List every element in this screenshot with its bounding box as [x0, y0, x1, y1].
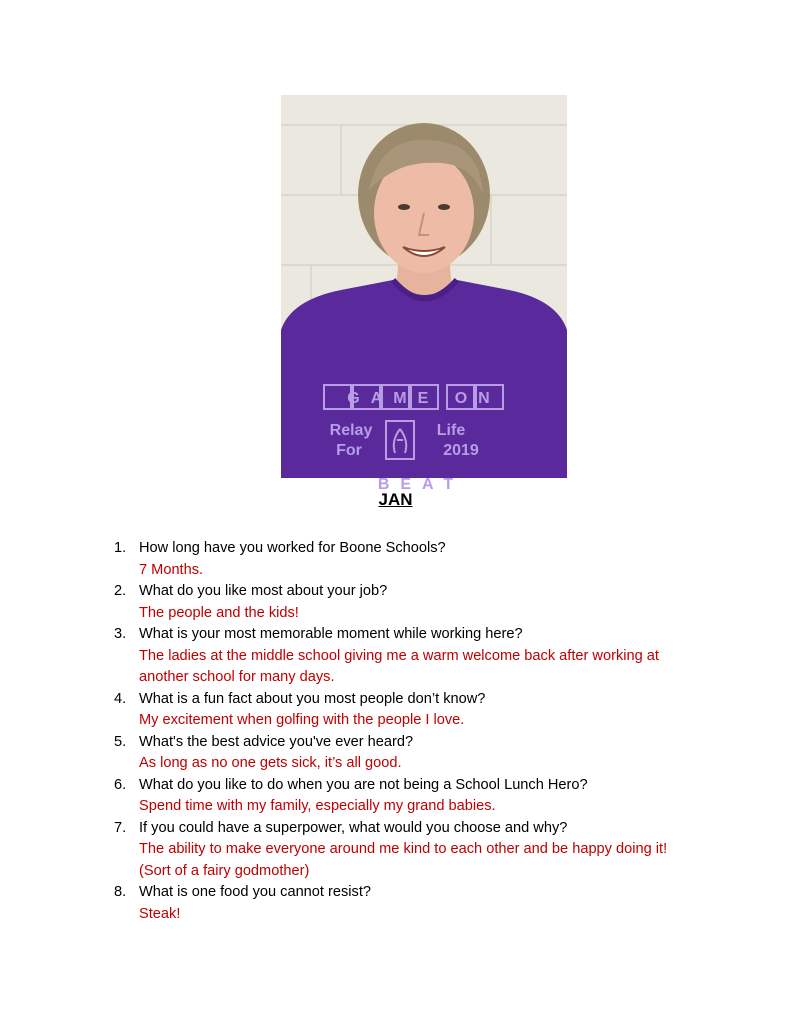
shirt-word-life: Life: [436, 422, 466, 439]
qa-question: What is a fun fact about you most people don’t know?: [139, 690, 486, 707]
qa-list: [114, 538, 714, 925]
qa-item-7: [114, 818, 714, 883]
qa-question: If you could have a superpower, what would you choose and why?: [139, 819, 568, 836]
qa-question: What is one food you cannot resist?: [139, 884, 372, 900]
qa-question: How long have you worked for Boone Schools?: [139, 540, 446, 556]
qa-answer: My excitement when golfing with the people I love.: [139, 712, 465, 728]
qa-number: 8.: [114, 884, 127, 900]
qa-number: 7.: [114, 819, 127, 836]
qa-number: 1.: [114, 540, 127, 556]
qa-answer: The ladies at the middle school giving me a warm welcome back after working at another school for many days.: [139, 647, 659, 685]
qa-answer: 7 Months.: [139, 561, 204, 578]
qa-item-1: [114, 538, 714, 581]
shirt-word-2019: 2019: [443, 442, 479, 459]
qa-answer: The people and the kids!: [139, 604, 299, 621]
qa-item-5: [114, 732, 714, 775]
qa-number: 4.: [114, 690, 127, 707]
qa-number: 2.: [114, 583, 127, 599]
portrait-illustration: [281, 95, 567, 493]
shirt-word-for: For: [336, 442, 362, 459]
profile-photo: [281, 95, 567, 493]
qa-number: 5.: [114, 733, 127, 750]
qa-number: 6.: [114, 776, 127, 793]
qa-item-3: [114, 624, 714, 689]
qa-answer: Steak!: [139, 905, 181, 922]
qa-item-8: [114, 882, 714, 925]
shirt-word-beat: BEAT: [377, 476, 465, 493]
qa-item-6: [114, 775, 714, 818]
qa-answer: Spend time with my family, especially my grand babies.: [139, 798, 496, 814]
qa-answer: As long as no one gets sick, it’s all good.: [139, 755, 402, 771]
shirt-line-game-on: GAME ON: [347, 390, 501, 407]
qa-question: What do you like most about your job?: [139, 583, 388, 599]
qa-item-4: [114, 689, 714, 732]
profile-name: JAN: [378, 490, 413, 509]
qa-question: What's the best advice you've ever heard?: [139, 733, 414, 750]
qa-number: 3.: [114, 626, 127, 642]
qa-answer: The ability to make everyone around me kind to each other and be happy doing it! (Sort of a fairy godmother): [139, 841, 668, 879]
qa-item-2: [114, 581, 714, 624]
qa-question: What do you like to do when you are not being a School Lunch Hero?: [139, 776, 588, 793]
qa-question: What is your most memorable moment while working here?: [139, 626, 523, 642]
shirt-word-relay: Relay: [329, 422, 373, 439]
